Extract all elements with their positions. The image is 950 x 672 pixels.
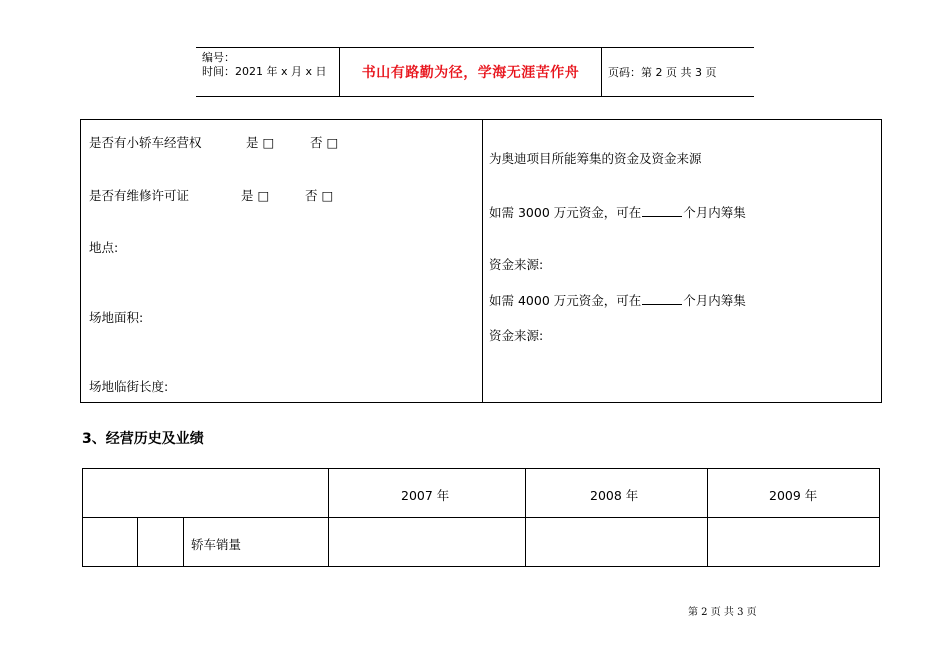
car-sales-row-label: 轿车销量 — [191, 537, 242, 552]
funding-3000-line — [489, 203, 746, 221]
funding-source-label-2: 资金来源: — [489, 328, 544, 343]
year-header-2007: 2007 年 — [401, 488, 450, 503]
car-license-no-checkbox[interactable]: 否 □ — [310, 135, 339, 150]
location-label: 地点: — [89, 240, 119, 255]
funding-3000-suffix: 个月内筹集 — [683, 205, 746, 220]
time-label: 时间：2021 年 x 月 x 日 — [202, 65, 327, 78]
header-motto: 书山有路勤为径，学海无涯苦作舟 — [339, 48, 602, 96]
number-label: 编号： — [202, 51, 235, 64]
funding-4000-line — [489, 291, 746, 309]
section-title: 3、经营历史及业绩 — [82, 431, 204, 447]
months-4000-field[interactable] — [642, 292, 682, 305]
repair-license-question: 是否有维修许可证 — [89, 188, 190, 203]
area-label: 场地面积: — [89, 310, 144, 325]
year-header-2008: 2008 年 — [590, 488, 639, 503]
sub-col-divider-1 — [137, 517, 138, 566]
car-license-yes-checkbox[interactable]: 是 □ — [246, 135, 275, 150]
repair-license-yes-checkbox[interactable]: 是 □ — [241, 188, 270, 203]
page-header — [196, 47, 754, 97]
dealer-info-table — [80, 119, 882, 403]
history-table — [82, 468, 880, 567]
funding-source-label-1: 资金来源: — [489, 257, 544, 272]
car-license-question: 是否有小轿车经营权 — [89, 135, 202, 150]
months-3000-field[interactable] — [642, 204, 682, 217]
funding-4000-suffix: 个月内筹集 — [683, 293, 746, 308]
sub-col-divider-2 — [183, 517, 184, 566]
row-divider — [83, 517, 879, 518]
funding-3000-prefix: 如需 3000 万元资金，可在 — [489, 205, 642, 220]
year-header-2009: 2009 年 — [769, 488, 818, 503]
street-length-label: 场地临街长度: — [89, 379, 169, 394]
page-footer: 第 2 页 共 3 页 — [688, 607, 757, 618]
column-divider — [482, 120, 483, 402]
repair-license-no-checkbox[interactable]: 否 □ — [305, 188, 334, 203]
header-page-code: 页码：第 2 页 共 3 页 — [608, 66, 717, 79]
funding-title: 为奥迪项目所能筹集的资金及资金来源 — [489, 151, 702, 166]
funding-4000-prefix: 如需 4000 万元资金，可在 — [489, 293, 642, 308]
header-meta — [196, 48, 339, 96]
